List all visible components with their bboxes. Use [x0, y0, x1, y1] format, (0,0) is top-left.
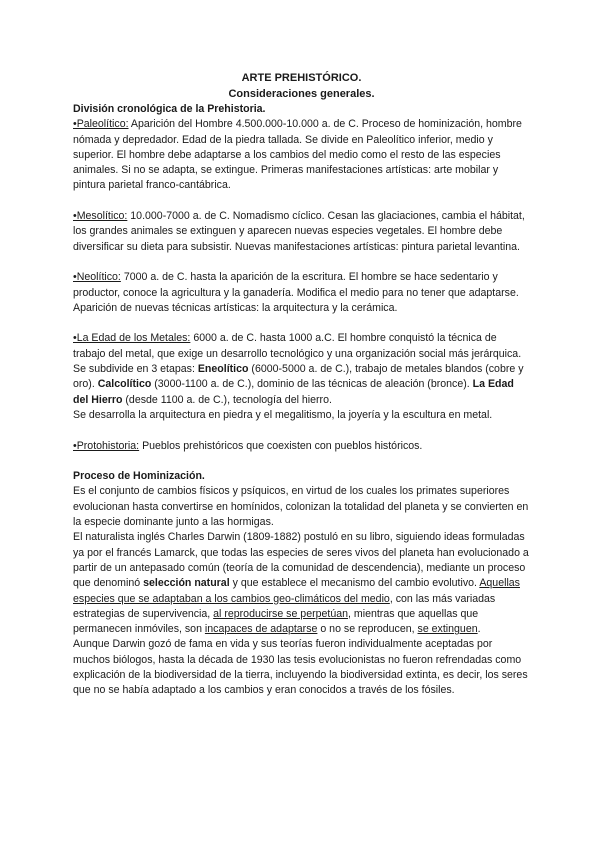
paragraph-protohistoria — [73, 439, 530, 454]
label-paleolitico: •Paleolítico: — [73, 118, 129, 131]
text-darwin-f: . — [477, 623, 481, 636]
text-darwin-a: El naturalista inglés Charles Darwin (1809-1882) postuló en su libro, siguiendo ideas formuladas ya por el francés Lamarck, que todas las especies de seres vivos del planeta han evolucionado a partir de un antepasado común (teoría de la comunidad de descendencia), mediante un proceso que denominó — [73, 531, 529, 590]
page-subtitle: Consideraciones generales. — [228, 88, 375, 100]
text-protohistoria: Pueblos prehistóricos que coexisten con pueblos históricos. — [139, 439, 423, 452]
text-metales-3: (3000-1100 a. de C.), dominio de las técnicas de aleación (bronce). — [151, 378, 473, 391]
paragraph-paleolitico — [73, 117, 530, 193]
hominizacion-heading: Proceso de Hominización. — [73, 470, 205, 483]
paragraph-metales-line2: Se desarrolla la arquitectura en piedra y el megalitismo, la joyería y la escultura en metal. — [73, 408, 493, 421]
underline-incapaces: incapaces de adaptarse — [204, 623, 318, 636]
text-paleolitico: Aparición del Hombre 4.500.000-10.000 a. de C. Proceso de hominización, hombre nómada y depredador. Edad de la piedra tallada. Se divide en Paleolítico inferior, medio y superior. El hombre debe adaptarse a los cambios del medio como el resto de las especies animales. Si no se adapta, se extingue. Primeras manifestaciones artísticas: arte mobilar y pintura parietal franco-cantábrica. — [73, 118, 522, 192]
paragraph-hominizacion-3: Aunque Darwin gozó de fama en vida y sus teorías fueron individualmente aceptadas por muchos biólogos, hasta la década de 1930 las tesis evolucionistas no fueron refrendadas como explicación de la biodiversidad de la tierra, incluyendo la biodiversidad extinta, es decir, los seres que no se había adaptado a los cambios y eran conocidos a través de los fósiles. — [73, 638, 528, 697]
term-eneolitico: Eneolítico — [197, 363, 249, 376]
label-protohistoria: •Protohistoria: — [73, 439, 140, 452]
paragraph-neolitico — [73, 270, 530, 316]
text-metales-1: 6000 a. de C. hasta 1000 a.C. El hombre conquistó la técnica de trabajo del metal, que exige un desarrollo tecnológico y una organización social más jerárquica. Se subdivide en 3 etapas: — [73, 332, 522, 376]
paragraph-hominizacion-1: Es el conjunto de cambios físicos y psíquicos, en virtud de los cuales los primates superiores evolucionan hasta convertirse en homínidos, colonizan la totalidad del planeta y se convierten en la especie dominante junto a las hormigas. — [73, 485, 529, 529]
underline-perpetuan: al reproducirse se perpetúan — [213, 607, 349, 620]
text-darwin-c: , con las más variadas estrategias de supervivencia, — [73, 592, 496, 620]
paragraph-hominizacion-2 — [73, 530, 530, 637]
paragraph-metales — [73, 331, 530, 407]
page-title: ARTE PREHISTÓRICO. — [241, 72, 362, 84]
text-mesolitico: 10.000-7000 a. de C. Nomadismo cíclico. Cesan las glaciaciones, cambia el hábitat, los grandes animales se extinguen y aparecen nuevas especies vegetales. El hombre debe diversificar su dieta para subsistir. Nuevas manifestaciones artísticas: pintura parietal levantina. — [73, 210, 525, 253]
chronology-heading: División cronológica de la Prehistoria. — [73, 103, 266, 115]
term-hierro: La Edad del Hierro — [73, 378, 514, 406]
text-darwin-e: o no se reproducen, — [317, 623, 418, 636]
text-metales-2: (6000-5000 a. de C.), trabajo de metales blandos (cobre y oro). — [73, 363, 524, 391]
text-darwin-b: y que establece el mecanismo del cambio evolutivo. — [229, 577, 480, 590]
label-mesolitico: •Mesolítico: — [73, 210, 128, 223]
label-neolitico: •Neolítico: — [73, 271, 121, 284]
underline-extinguen: se extinguen — [417, 623, 478, 636]
label-metales: •La Edad de los Metales: — [73, 332, 191, 345]
paragraph-mesolitico — [73, 209, 530, 255]
term-calcolitico: Calcolítico — [97, 378, 152, 391]
text-metales-4: (desde 1100 a. de C.), tecnología del hierro. — [122, 393, 332, 406]
underline-adaptaban: Aquellas especies que se adaptaban a los cambios geo-climáticos del medio — [73, 577, 520, 605]
text-darwin-d: , mientras que aquellas que permanecen inmóviles, son — [73, 607, 479, 636]
text-neolitico: 7000 a. de C. hasta la aparición de la escritura. El hombre se hace sedentario y productor, conoce la agricultura y la ganadería. Modifica el medio para no tener que adaptarse. Aparición de nuevas técnicas artísticas: la arquitectura y la cerámica. — [73, 271, 519, 314]
term-seleccion-natural: selección natural — [143, 577, 230, 590]
